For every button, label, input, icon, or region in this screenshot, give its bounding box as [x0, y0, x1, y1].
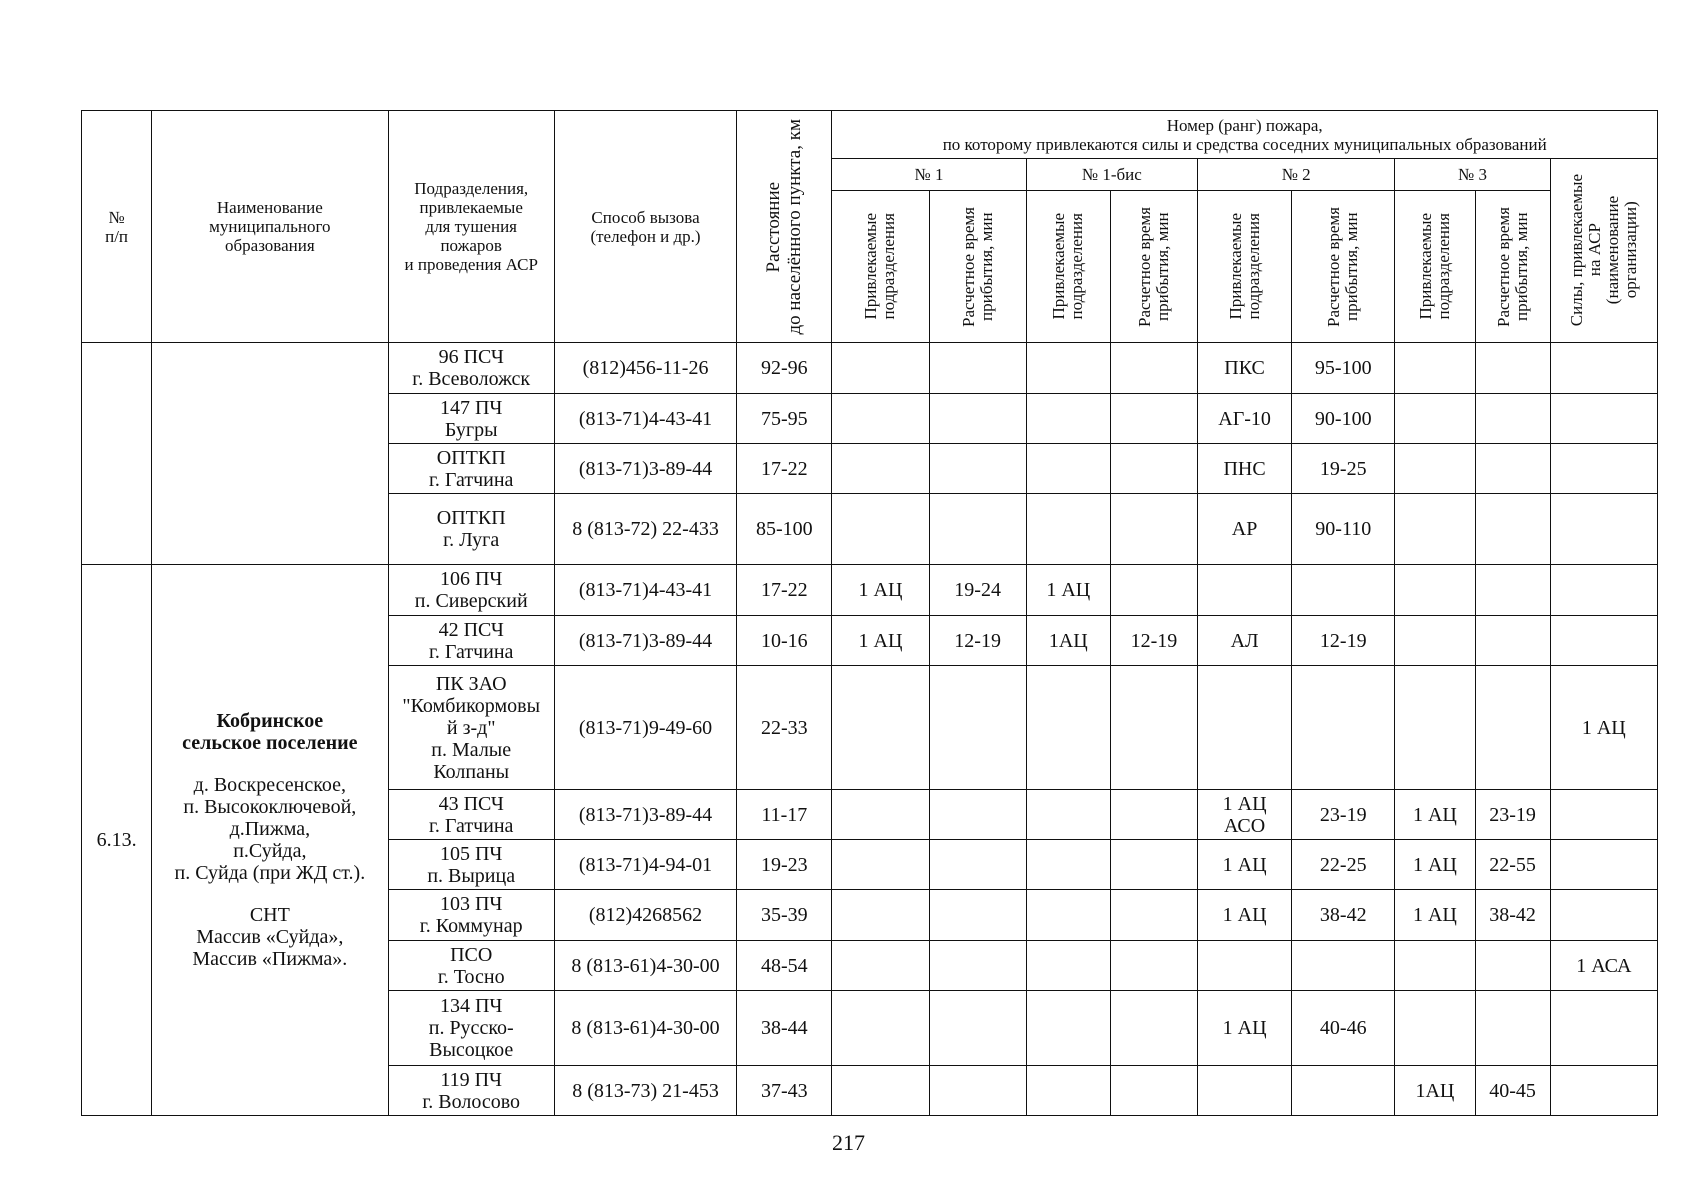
- asr-cell: 1 АЦ: [1550, 666, 1657, 790]
- rank1-units-cell: [832, 890, 929, 941]
- distance-cell: 85-100: [737, 494, 832, 565]
- rank3-time-cell: [1475, 394, 1550, 444]
- rank1bis-time-cell: [1110, 991, 1197, 1066]
- rank3-time-cell: [1475, 565, 1550, 616]
- rank1bis-units-cell: [1026, 941, 1110, 991]
- unit-cell: 119 ПЧ г. Волосово: [388, 1066, 554, 1116]
- rank1-units-cell: [832, 1066, 929, 1116]
- header-rank-3: № 3: [1395, 159, 1550, 191]
- distance-cell: 75-95: [737, 394, 832, 444]
- rank3-units-cell: 1 АЦ: [1395, 890, 1475, 941]
- rank3-time-cell: [1475, 666, 1550, 790]
- distance-cell: 22-33: [737, 666, 832, 790]
- rank2-units-cell: ПКС: [1198, 343, 1292, 394]
- rank2-units-cell: АЛ: [1198, 616, 1292, 666]
- rank2-time-cell: [1292, 666, 1395, 790]
- rank3-units-cell: [1395, 394, 1475, 444]
- header-rank-title: Номер (ранг) пожара, по которому привлекаются силы и средства соседних муниципальных образований: [832, 111, 1658, 159]
- rank3-units-cell: 1АЦ: [1395, 1066, 1475, 1116]
- rank3-units-cell: [1395, 991, 1475, 1066]
- rank1-units-cell: [832, 666, 929, 790]
- table-row: [82, 343, 1658, 394]
- rank1-units-cell: [832, 494, 929, 565]
- asr-cell: [1550, 565, 1657, 616]
- rank3-units-cell: 1 АЦ: [1395, 790, 1475, 840]
- rank1-time-cell: [929, 790, 1026, 840]
- empty-num-cell: [82, 343, 152, 565]
- asr-cell: [1550, 890, 1657, 941]
- unit-cell: 96 ПСЧ г. Всеволожск: [388, 343, 554, 394]
- rank1bis-units-cell: [1026, 890, 1110, 941]
- rank3-time-cell: [1475, 343, 1550, 394]
- phone-cell: 8 (813-61)4-30-00: [554, 991, 736, 1066]
- rank2-time-cell: 90-100: [1292, 394, 1395, 444]
- table-header: [82, 111, 1658, 343]
- rank1-time-cell: 19-24: [929, 565, 1026, 616]
- rank2-units-cell: [1198, 666, 1292, 790]
- phone-cell: (813-71)3-89-44: [554, 616, 736, 666]
- rank2-units-cell: [1198, 565, 1292, 616]
- rank2-time-cell: 12-19: [1292, 616, 1395, 666]
- rank2-time-cell: [1292, 565, 1395, 616]
- rank1-units-cell: [832, 991, 929, 1066]
- asr-cell: 1 АСА: [1550, 941, 1657, 991]
- unit-cell: ПСО г. Тосно: [388, 941, 554, 991]
- phone-cell: (813-71)4-94-01: [554, 840, 736, 890]
- rank2-units-cell: АГ-10: [1198, 394, 1292, 444]
- rank1-time-cell: [929, 840, 1026, 890]
- header-units: Подразделения, привлекаемые для тушения пожаров и проведения АСР: [388, 111, 554, 343]
- rank2-time-cell: 90-110: [1292, 494, 1395, 565]
- rank1bis-units-cell: [1026, 666, 1110, 790]
- unit-cell: ПК ЗАО "Комбикормовы й з-д" п. Малые Колпаны: [388, 666, 554, 790]
- unit-cell: 105 ПЧ п. Вырица: [388, 840, 554, 890]
- rank1-units-cell: [832, 790, 929, 840]
- header-arrival-time-2: Расчетное время прибытия, мин: [1292, 191, 1395, 343]
- distance-cell: 11-17: [737, 790, 832, 840]
- rank2-units-cell: [1198, 1066, 1292, 1116]
- rank2-time-cell: [1292, 941, 1395, 991]
- rank3-units-cell: 1 АЦ: [1395, 840, 1475, 890]
- rank3-time-cell: [1475, 941, 1550, 991]
- unit-cell: 42 ПСЧ г. Гатчина: [388, 616, 554, 666]
- header-involved-units-2: Привлекаемые подразделения: [1198, 191, 1292, 343]
- rank2-units-cell: 1 АЦ: [1198, 991, 1292, 1066]
- header-num: № п/п: [82, 111, 152, 343]
- rank1-time-cell: [929, 941, 1026, 991]
- rank2-time-cell: 38-42: [1292, 890, 1395, 941]
- unit-cell: 103 ПЧ г. Коммунар: [388, 890, 554, 941]
- header-involved-units-1bis: Привлекаемые подразделения: [1026, 191, 1110, 343]
- table-row: [82, 565, 1658, 616]
- rank1bis-units-cell: [1026, 1066, 1110, 1116]
- distance-cell: 37-43: [737, 1066, 832, 1116]
- asr-cell: [1550, 394, 1657, 444]
- rank1bis-time-cell: [1110, 343, 1197, 394]
- phone-cell: (813-71)9-49-60: [554, 666, 736, 790]
- rank3-units-cell: [1395, 616, 1475, 666]
- rank1bis-units-cell: 1АЦ: [1026, 616, 1110, 666]
- asr-cell: [1550, 343, 1657, 394]
- phone-cell: (812)456-11-26: [554, 343, 736, 394]
- rank3-units-cell: [1395, 444, 1475, 494]
- rank1bis-units-cell: [1026, 494, 1110, 565]
- rank1-units-cell: 1 АЦ: [832, 616, 929, 666]
- municipality-snt: СНТ Массив «Суйда», Массив «Пижма».: [192, 904, 348, 970]
- rank1bis-units-cell: [1026, 444, 1110, 494]
- rank1bis-time-cell: [1110, 890, 1197, 941]
- fire-forces-table: [81, 110, 1658, 1116]
- distance-cell: 19-23: [737, 840, 832, 890]
- rank2-time-cell: 22-25: [1292, 840, 1395, 890]
- table-body: [82, 343, 1658, 1116]
- rank1bis-units-cell: [1026, 840, 1110, 890]
- rank3-units-cell: [1395, 941, 1475, 991]
- asr-cell: [1550, 840, 1657, 890]
- rank2-units-cell: [1198, 941, 1292, 991]
- rank2-time-cell: 23-19: [1292, 790, 1395, 840]
- header-municipality: Наименование муниципального образования: [152, 111, 388, 343]
- rank1-time-cell: [929, 394, 1026, 444]
- rank1bis-units-cell: [1026, 394, 1110, 444]
- rank1bis-time-cell: [1110, 394, 1197, 444]
- rank2-time-cell: 19-25: [1292, 444, 1395, 494]
- distance-cell: 10-16: [737, 616, 832, 666]
- empty-municipality-cell: [152, 343, 388, 565]
- rank2-units-cell: 1 АЦ: [1198, 890, 1292, 941]
- phone-cell: (813-71)3-89-44: [554, 790, 736, 840]
- phone-cell: (813-71)3-89-44: [554, 444, 736, 494]
- unit-cell: 43 ПСЧ г. Гатчина: [388, 790, 554, 840]
- distance-cell: 35-39: [737, 890, 832, 941]
- rank1bis-time-cell: [1110, 941, 1197, 991]
- rank3-time-cell: [1475, 444, 1550, 494]
- rank1-units-cell: 1 АЦ: [832, 565, 929, 616]
- unit-cell: 134 ПЧ п. Русско- Высоцкое: [388, 991, 554, 1066]
- rank3-units-cell: [1395, 494, 1475, 565]
- rank1bis-time-cell: [1110, 444, 1197, 494]
- unit-cell: 147 ПЧ Бугры: [388, 394, 554, 444]
- header-rank-2: № 2: [1198, 159, 1395, 191]
- header-asr-forces: Силы, привлекаемые на АСР (наименование организации): [1550, 159, 1657, 343]
- rank2-units-cell: 1 АЦ АСО: [1198, 790, 1292, 840]
- rank1-units-cell: [832, 394, 929, 444]
- rank1bis-units-cell: [1026, 343, 1110, 394]
- header-distance: Расстояние до населённого пункта, км: [737, 111, 832, 343]
- unit-cell: 106 ПЧ п. Сиверский: [388, 565, 554, 616]
- rank1-time-cell: [929, 444, 1026, 494]
- rank1bis-time-cell: [1110, 1066, 1197, 1116]
- municipality-name: Кобринское сельское поселение: [182, 710, 358, 754]
- rank2-units-cell: ПНС: [1198, 444, 1292, 494]
- distance-cell: 17-22: [737, 565, 832, 616]
- rank3-units-cell: [1395, 666, 1475, 790]
- distance-cell: 92-96: [737, 343, 832, 394]
- municipality-places: д. Воскресенское, п. Высокоключевой, д.Пижма, п.Суйда, п. Суйда (при ЖД ст.).: [174, 774, 366, 884]
- header-involved-units-1: Привлекаемые подразделения: [832, 191, 929, 343]
- asr-cell: [1550, 444, 1657, 494]
- rank3-units-cell: [1395, 343, 1475, 394]
- phone-cell: 8 (813-72) 22-433: [554, 494, 736, 565]
- rank2-units-cell: АР: [1198, 494, 1292, 565]
- rank1bis-units-cell: [1026, 991, 1110, 1066]
- distance-cell: 38-44: [737, 991, 832, 1066]
- rank3-time-cell: 22-55: [1475, 840, 1550, 890]
- header-arrival-time-1: Расчетное время прибытия, мин: [929, 191, 1026, 343]
- asr-cell: [1550, 616, 1657, 666]
- rank2-units-cell: 1 АЦ: [1198, 840, 1292, 890]
- unit-cell: ОПТКП г. Луга: [388, 494, 554, 565]
- distance-cell: 48-54: [737, 941, 832, 991]
- asr-cell: [1550, 1066, 1657, 1116]
- phone-cell: (813-71)4-43-41: [554, 565, 736, 616]
- rank1-time-cell: 12-19: [929, 616, 1026, 666]
- asr-cell: [1550, 790, 1657, 840]
- rank1-time-cell: [929, 666, 1026, 790]
- rank1bis-time-cell: [1110, 565, 1197, 616]
- distance-cell: 17-22: [737, 444, 832, 494]
- rank1-time-cell: [929, 1066, 1026, 1116]
- phone-cell: 8 (813-61)4-30-00: [554, 941, 736, 991]
- rank1bis-time-cell: [1110, 666, 1197, 790]
- asr-cell: [1550, 494, 1657, 565]
- rank3-time-cell: [1475, 616, 1550, 666]
- rank1-units-cell: [832, 840, 929, 890]
- rank1-units-cell: [832, 343, 929, 394]
- rank1-time-cell: [929, 343, 1026, 394]
- rank1-time-cell: [929, 890, 1026, 941]
- page-number: 217: [832, 1130, 865, 1155]
- rank1bis-time-cell: 12-19: [1110, 616, 1197, 666]
- rank1bis-time-cell: [1110, 790, 1197, 840]
- phone-cell: (812)4268562: [554, 890, 736, 941]
- rank3-time-cell: 40-45: [1475, 1066, 1550, 1116]
- phone-cell: 8 (813-73) 21-453: [554, 1066, 736, 1116]
- header-rank-1bis: № 1-бис: [1026, 159, 1197, 191]
- rank2-time-cell: 95-100: [1292, 343, 1395, 394]
- rank3-time-cell: [1475, 494, 1550, 565]
- rank3-time-cell: [1475, 991, 1550, 1066]
- rank1-units-cell: [832, 941, 929, 991]
- section-municipality: [152, 565, 388, 1116]
- rank2-time-cell: 40-46: [1292, 991, 1395, 1066]
- header-call-method: Способ вызова (телефон и др.): [554, 111, 736, 343]
- rank3-units-cell: [1395, 565, 1475, 616]
- unit-cell: ОПТКП г. Гатчина: [388, 444, 554, 494]
- rank1bis-time-cell: [1110, 494, 1197, 565]
- asr-cell: [1550, 991, 1657, 1066]
- header-rank-1: № 1: [832, 159, 1026, 191]
- rank2-time-cell: [1292, 1066, 1395, 1116]
- rank1bis-time-cell: [1110, 840, 1197, 890]
- rank3-time-cell: 38-42: [1475, 890, 1550, 941]
- rank1-time-cell: [929, 494, 1026, 565]
- header-arrival-time-3: Расчетное время прибытия, мин: [1475, 191, 1550, 343]
- rank1bis-units-cell: 1 АЦ: [1026, 565, 1110, 616]
- rank1bis-units-cell: [1026, 790, 1110, 840]
- rank3-time-cell: 23-19: [1475, 790, 1550, 840]
- rank1-time-cell: [929, 991, 1026, 1066]
- rank1-units-cell: [832, 444, 929, 494]
- header-arrival-time-1bis: Расчетное время прибытия, мин: [1110, 191, 1197, 343]
- header-involved-units-3: Привлекаемые подразделения: [1395, 191, 1475, 343]
- phone-cell: (813-71)4-43-41: [554, 394, 736, 444]
- section-number: 6.13.: [82, 565, 152, 1116]
